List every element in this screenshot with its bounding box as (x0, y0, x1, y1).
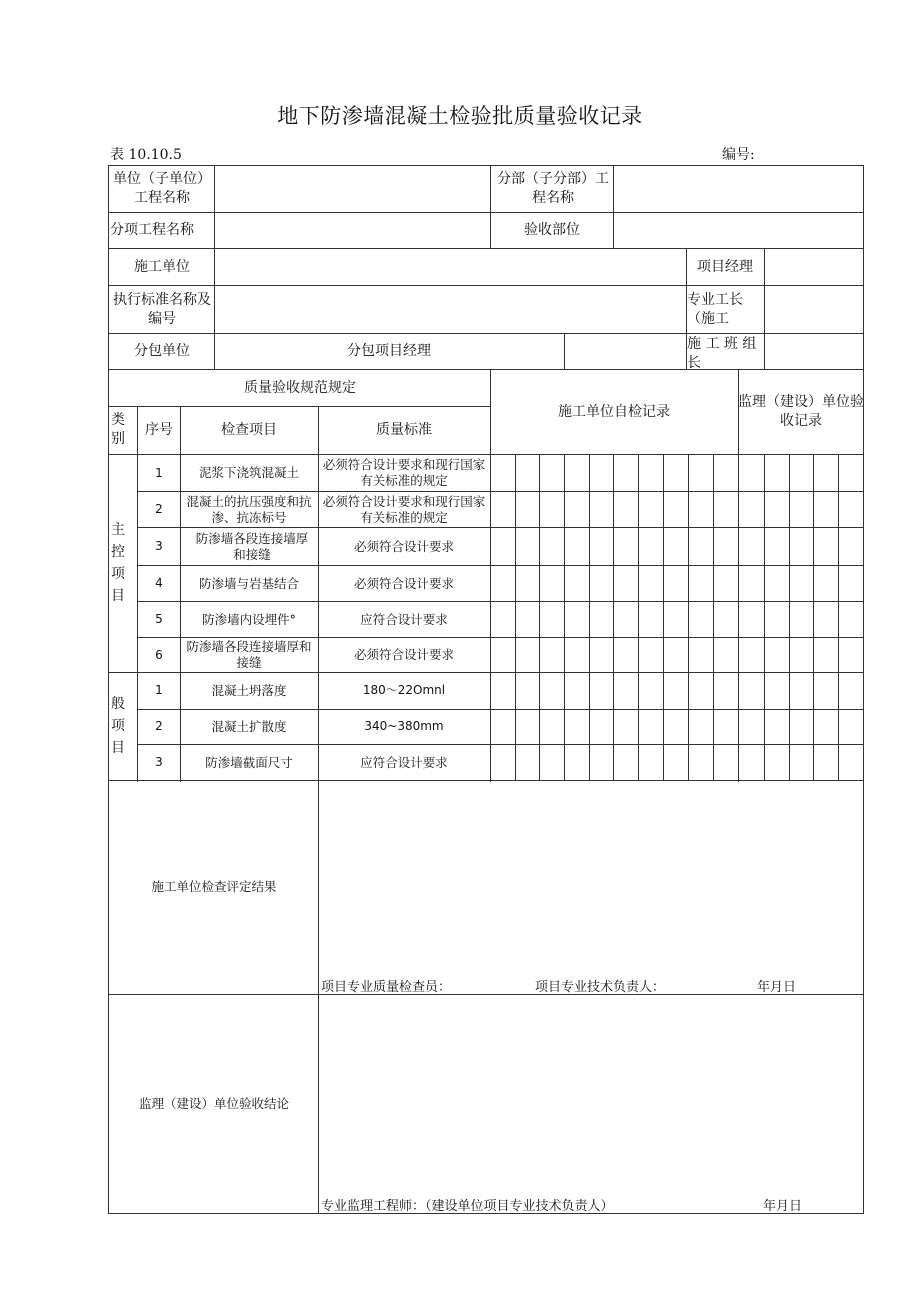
main-item-name: 防渗墙与岩基结合 (198, 575, 299, 591)
main-item-standard: 必须符合设计要求 (353, 647, 454, 662)
main-item-name: 防渗墙内设埋件° (202, 611, 296, 627)
main-item-no: 4 (155, 576, 163, 590)
grid-line-v (813, 454, 814, 781)
division-project-name-label: 分部（子分部）工程名称 (497, 171, 609, 206)
serial-number-label: 编号: (722, 147, 755, 163)
grid-line-v (838, 454, 839, 781)
main-item-standard: 必须符合设计要求和现行国家有关标准的规定 (322, 457, 486, 488)
grid-line-h (108, 165, 864, 166)
main-control-items-label: 主控项目 (111, 522, 125, 604)
category-header: 类别 (111, 412, 125, 447)
general-item-standard: 应符合设计要求 (360, 754, 448, 770)
grid-line-v (564, 333, 565, 370)
team-leader-text: 施 工 班 组 长 (687, 336, 757, 369)
main-item-no: 3 (155, 539, 163, 553)
general-item-no: 1 (155, 683, 163, 697)
foreman-label: 专业工长（施工 (687, 292, 743, 327)
seq-header: 序号 (145, 421, 173, 438)
grid-line-v (108, 165, 109, 1214)
main-item-name: 防渗墙各段连接墙厚和接缝 (186, 639, 312, 670)
general-item-standard: 180～22Omnl (362, 683, 446, 697)
general-item-standard: 340~380mm (364, 719, 444, 733)
main-item-name: 混凝土的抗压强度和抗渗、抗冻标号 (186, 493, 312, 525)
construction-result-label: 施工单位检查评定结果 (151, 879, 277, 894)
tech-lead-label: 项目专业技术负责人： (535, 980, 666, 995)
grid-line-v (589, 454, 590, 781)
main-item-standard: 应符合设计要求 (360, 611, 448, 627)
main-item-standard: 必须符合设计要求和现行国家有关标准的规定 (322, 493, 486, 525)
item-header: 检查项目 (221, 421, 277, 438)
team-leader-label (687, 334, 763, 369)
quality-inspector-label: 项目专业质量检查员： (321, 980, 452, 995)
standard-name-label: 执行标准名称及编号 (113, 292, 211, 327)
subcontract-pm-label: 分包项目经理 (347, 343, 431, 359)
general-item-name: 防渗墙截面尺寸 (205, 754, 293, 770)
construction-unit-label: 施工单位 (134, 258, 190, 275)
acceptance-location-label: 验收部位 (524, 222, 580, 238)
grid-line-h (108, 212, 864, 213)
supervision-conclusion-label: 监理（建设）单位验收结论 (138, 1096, 289, 1111)
spec-header: 质量验收规范规定 (244, 379, 356, 396)
main-item-no: 2 (155, 502, 163, 516)
general-item-no: 2 (155, 719, 163, 733)
main-item-name: 防渗墙各段连接墙厚和接缝 (195, 530, 309, 562)
main-item-name: 泥浆下浇筑混凝土 (198, 465, 299, 480)
grid-line-v (764, 454, 765, 781)
grid-line-v (539, 454, 540, 781)
supervising-engineer-label: 专业监理工程师：（建设单位项目专业技术负责人） (321, 1199, 614, 1214)
grid-line-v (613, 454, 614, 781)
grid-line-v (564, 454, 565, 781)
grid-line-v (688, 454, 689, 781)
form-number: 表 10.10.5 (110, 147, 182, 163)
main-item-no: 6 (155, 647, 163, 662)
self-check-header: 施工单位自检记录 (558, 403, 670, 420)
supervision-header: 监理（建设）单位验收记录 (738, 394, 864, 429)
main-item-standard: 必须符合设计要求 (353, 575, 454, 591)
main-item-no: 1 (155, 465, 163, 480)
grid-line-v (663, 454, 664, 781)
grid-line-v (638, 454, 639, 781)
project-manager-label: 项目经理 (697, 258, 753, 275)
item-project-name-label: 分项工程名称 (110, 222, 194, 238)
standard-header: 质量标准 (376, 421, 432, 438)
unit-project-name-label: 单位（子单位）工程名称 (113, 171, 211, 206)
grid-line-v (713, 454, 714, 781)
general-item-name: 混凝土扩散度 (211, 718, 287, 734)
grid-line-v (789, 454, 790, 781)
grid-line-v (764, 248, 765, 370)
grid-line-v (515, 454, 516, 781)
date-label-2: 年月日 (763, 1199, 803, 1214)
date-label-1: 年月日 (757, 980, 797, 995)
grid-line-v (863, 165, 864, 1214)
main-item-standard: 必须符合设计要求 (353, 538, 454, 554)
page-title: 地下防渗墙混凝土检验批质量验收记录 (277, 104, 643, 128)
general-item-no: 3 (155, 755, 163, 769)
main-item-no: 5 (155, 612, 163, 626)
general-item-name: 混凝土坍落度 (211, 682, 287, 698)
general-items-label: 般项目 (111, 696, 125, 756)
grid-line-h (108, 285, 864, 286)
subcontract-unit-label: 分包单位 (134, 343, 190, 359)
